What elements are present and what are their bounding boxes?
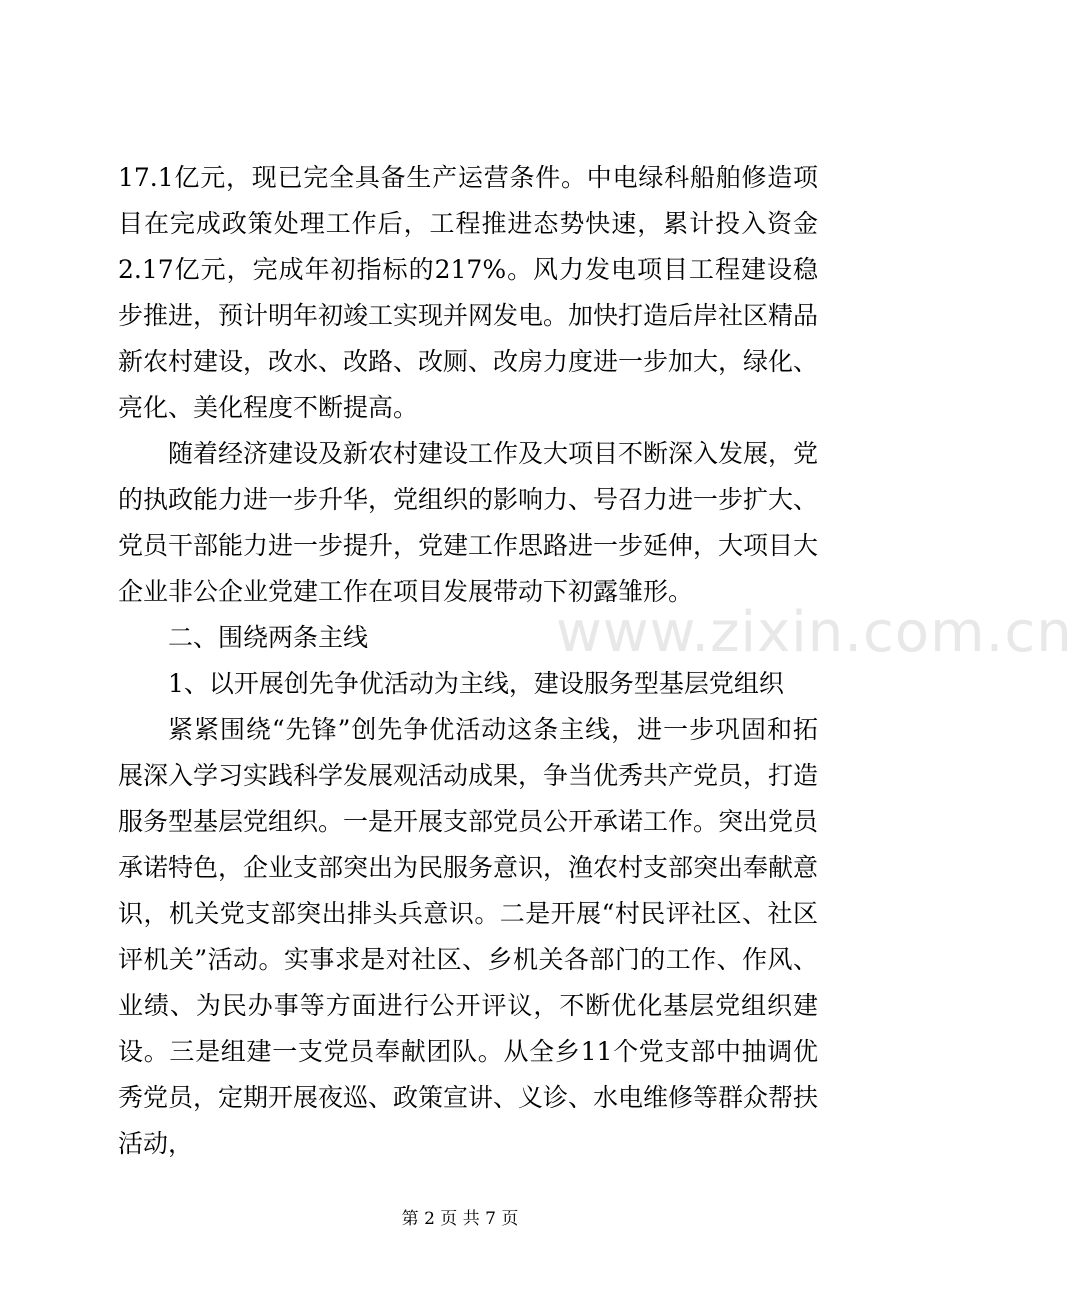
- paragraph-2: 随着经济建设及新农村建设工作及大项目不断深入发展，党的执政能力进一步升华，党组织的影响力、号召力进一步扩大、党员干部能力进一步提升，党建工作思路进一步延伸，大项目大企业非公企业党建工作在项目发展带动下初露雏形。: [118, 439, 819, 606]
- paragraph-1: 17.1亿元，现已完全具备生产运营条件。中电绿科船舶修造项目在完成政策处理工作后，工程推进态势快速，累计投入资金2.17亿元，完成年初指标的217%。风力发电项目工程建设稳步推进，预计明年初竣工实现并网发电。加快打造后岸社区精品新农村建设，改水、改路、改厕、改房力度进一步加大，绿化、亮化、美化程度不断提高。: [118, 163, 819, 422]
- page-number: 第 2 页 共 7 页: [401, 1209, 519, 1229]
- paragraph-5: 紧紧围绕“先锋”创先争优活动这条主线，进一步巩固和拓展深入学习实践科学发展观活动成果，争当优秀共产党员，打造服务型基层党组织。一是开展支部党员公开承诺工作。突出党员承诺特色，企业支部突出为民服务意识，渔农村支部突出奉献意识，机关党支部突出排头兵意识。二是开展“村民评社区、社区评机关”活动。实事求是对社区、乡机关各部门的工作、作风、业绩、为民办事等方面进行公开评议，不断优化基层党组织建设。三是组建一支党员奉献团队。从全乡11个党支部中抽调优秀党员，定期开展夜巡、政策宣讲、义诊、水电维修等群众帮扶活动，: [118, 715, 819, 1158]
- document-body: [118, 155, 818, 1167]
- watermark-text: www.zixin.com.cn: [556, 600, 1073, 665]
- subsection-heading: 1、以开展创先争优活动为主线，建设服务型基层党组织: [168, 669, 784, 698]
- section-heading: 二、围绕两条主线: [168, 623, 369, 652]
- page-footer: [0, 1204, 920, 1229]
